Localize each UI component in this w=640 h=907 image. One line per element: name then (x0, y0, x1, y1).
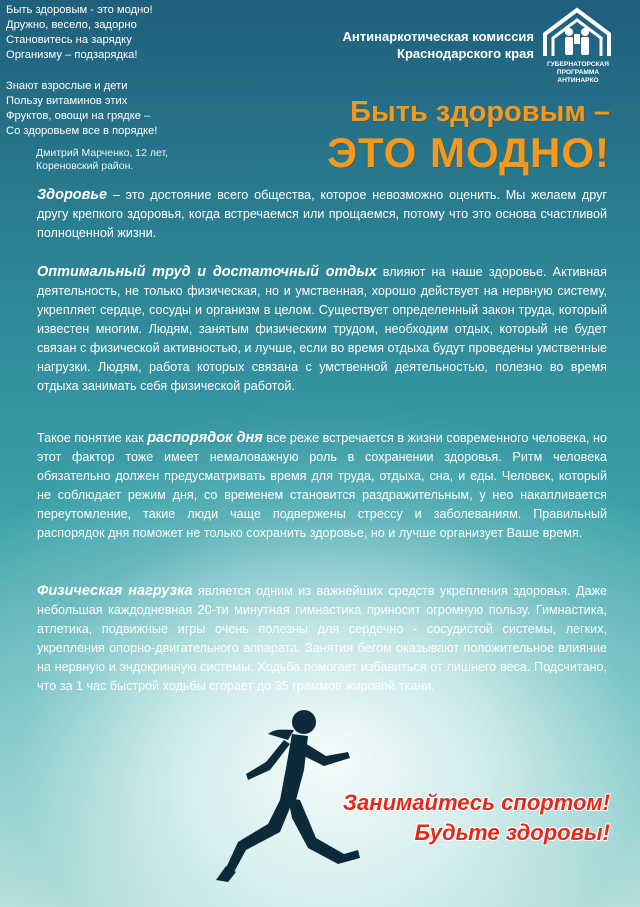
paragraph-lead: распорядок дня (147, 430, 263, 446)
logo-caption-line: АНТИНАРКО (557, 77, 599, 84)
paragraph-work-rest (37, 263, 607, 396)
cta-line-1: Занимайтесь спортом! (342, 790, 610, 815)
paragraph-lead: Физическая нагрузка (37, 583, 193, 599)
cta-line-2: Будьте здоровы! (414, 820, 610, 845)
poem-line: Фруктов, овощи на грядке – (6, 110, 151, 122)
logo-caption (534, 61, 622, 85)
commission-line-2: Краснодарского края (397, 46, 534, 61)
logo-caption-line: ПРОГРАММА (556, 69, 600, 76)
paragraph-health (37, 186, 607, 243)
paragraph-daily-routine (37, 429, 607, 543)
poem-stanza-2 (6, 79, 157, 139)
poem-line: Становитесь на зарядку (6, 34, 132, 46)
slogan-line-2: ЭТО МОДНО! (327, 129, 610, 176)
commission-line-1: Антинаркотическая комиссия (342, 29, 534, 44)
logo-caption-line: ГУБЕРНАТОРСКАЯ (546, 61, 610, 68)
poem-line: Знают взрослые и дети (6, 80, 128, 92)
poem-author (36, 147, 168, 173)
commission-title (343, 28, 534, 62)
author-region: Кореновский район. (36, 160, 134, 172)
poem-line: Дружно, весело, задорно (6, 19, 137, 31)
paragraph-physical-activity (37, 582, 607, 696)
paragraph-lead: Оптимальный труд и достаточный отдых (37, 264, 377, 280)
author-name: Дмитрий Марченко, 12 лет, (36, 147, 169, 159)
poem-stanza-1 (6, 3, 153, 63)
paragraph-text: является одним из важнейших средств укрепления здоровья. Даже небольшая каждодневная 20-ти минутная гимнастика приносит огромную пользу. Гимнастика, атлетика, подвижные игры очень полезны для сердечно - сосудистой системы, легких, укрепления опорно-двигательного аппарата. Занятия бегом оказывают положительное влияние на нервную и эндокринную системы. Ходьба помогает избавиться от лишнего веса. Подсчитано, что за 1 час быстрой ходьбы сгорает до 35 граммов жировой ткани. (37, 584, 607, 693)
paragraph-text: все реже встречается в жизни современного человека, но этот фактор тоже имеет немаловажную роль в сохранении здоровья. Ритм человека обязательно должен предусматривать время для труда, отдыха, сна, и еды. Человек, который не соблюдает режим дня, со временем становится раздражительным, у нео накапливается переутомление, такие люди чаще подвержены стрессу и заболеваниям. Правильный распорядок дня поможет не только сохранить здоровье, но и лучше организует Ваше время. (37, 431, 607, 540)
paragraph-text: – это достояние всего общества, которое невозможно оценить. Мы желаем друг другу крепкого здоровья, когда встречаемся или прощаемся, потому что это основа счастливой полноценной жизни. (37, 188, 607, 240)
poem-line: Организму – подзарядка! (6, 49, 138, 61)
paragraph-text: влияют на наше здоровье. Активная деятельность, не только физическая, но и умственная, хорошо действует на нервную систему, укрепляет сердце, сосуды и организм в целом. Существует определенный закон труда, который известен многим. Людям, занятым физическим трудом, необходим отдых, который не будет связан с физической активностью, и лучше, если во время отдыха будут проведены умственные нагрузки. Людям, работа которых связана с умственной деятельностью, полезно во время отдыха занимать себя физической работой. (37, 265, 607, 393)
poem-line: Пользу витаминов этих (6, 95, 128, 107)
poem-line: Со здоровьем все в порядке! (6, 125, 158, 137)
paragraph-intro: Такое понятие как (37, 431, 148, 445)
paragraph-lead: Здоровье (37, 187, 108, 203)
poem-line: Быть здоровым - это модно! (6, 4, 153, 16)
slogan-line-1: Быть здоровым – (350, 96, 610, 128)
